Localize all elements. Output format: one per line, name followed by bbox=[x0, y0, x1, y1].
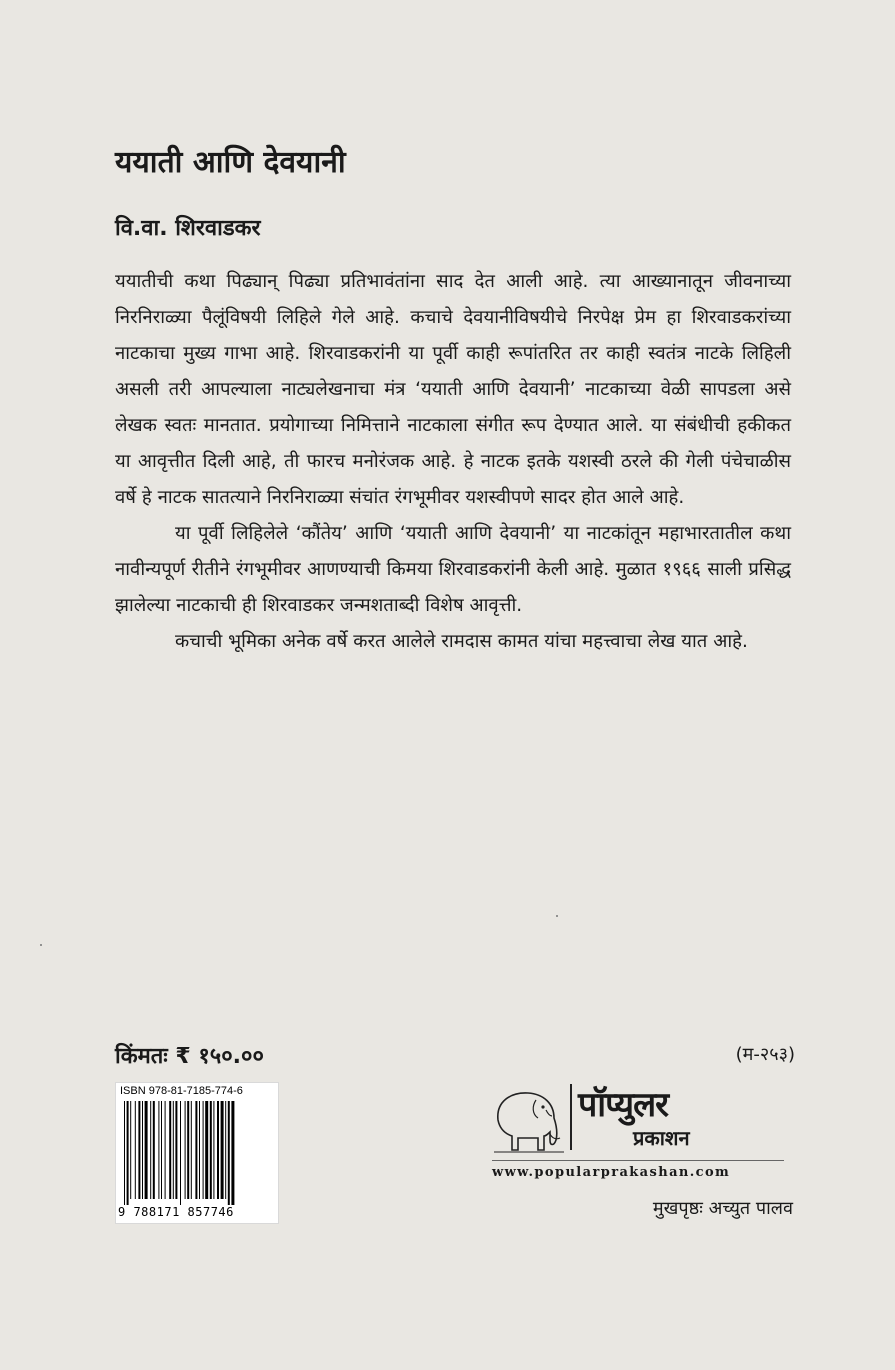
blurb-paragraph: ययातीची कथा पिढ्यान् पिढ्या प्रतिभावंतांना साद देत आली आहे. त्या आख्यानातून जीवनाच्या निरनिराळ्या पैलूंविषयी लिहिले गेले आहे. कचाचे देवयानीविषयीचे निरपेक्ष प्रेम हा शिरवाडकरांच्या नाटकाचा मुख्य गाभा आहे. शिरवाडकरांनी या पूर्वी काही रूपांतरित तर काही स्वतंत्र नाटके लिहिली असली तरी आपल्याला नाट्यलेखनाचा मंत्र ‘ययाती आणि देवयानी’ नाटकाच्या वेळी सापडला असे लेखक स्वतः मानतात. प्रयोगाच्या निमित्ताने नाटकाला संगीत रूप देण्यात आले. या संबंधीची हकीकत या आवृत्तीत दिली आहे, ती फारच मनोरंजक आहे. हे नाटक इतके यशस्वी ठरले की गेली पंचेचाळीस वर्षे हे नाटक सातत्याने निरनिराळ्या संचांत रंगभूमीवर यशस्वीपणे सादर होत आले आहे. bbox=[115, 271, 791, 508]
barcode-bar bbox=[138, 1101, 140, 1199]
book-title: ययाती आणि देवयानी bbox=[115, 145, 346, 180]
url-rule bbox=[492, 1160, 784, 1161]
blurb-paragraph: या पूर्वी लिहिलेले ‘कौंतेय’ आणि ‘ययाती आणि देवयानी’ या नाटकांतून महाभारतातील कथा नावीन्यपूर्ण रीतीने रंगभूमीवर आणण्याची किमया शिरवाडकरांनी केली आहे. मुळात १९६६ साली प्रसिद्ध झालेल्या नाटकाची ही शिरवाडकर जन्मशताब्दी विशेष आवृत्ती. bbox=[115, 523, 791, 616]
publisher-name: पॉप्युलर bbox=[578, 1085, 669, 1125]
price: किंमतः ₹ १५०.०० bbox=[115, 1044, 264, 1069]
barcode-bar bbox=[203, 1101, 204, 1199]
barcode-bar bbox=[158, 1101, 159, 1199]
barcode-bar bbox=[150, 1101, 151, 1199]
isbn-barcode bbox=[115, 1082, 279, 1224]
barcode-bars bbox=[120, 1101, 274, 1205]
barcode-bar bbox=[124, 1101, 125, 1205]
book-author: वि.वा. शिरवाडकर bbox=[115, 216, 261, 241]
publisher-sub: प्रकाशन bbox=[633, 1126, 690, 1150]
barcode-bar bbox=[187, 1101, 189, 1199]
elephant-icon bbox=[488, 1080, 568, 1158]
barcode-bar bbox=[217, 1101, 219, 1199]
barcode-bar bbox=[225, 1101, 226, 1199]
barcode-bar bbox=[145, 1101, 148, 1199]
publisher-logo bbox=[488, 1078, 788, 1158]
isbn-label: ISBN 978-81-7185-774-6 bbox=[120, 1085, 243, 1097]
series-code: (म-२५३) bbox=[735, 1044, 795, 1065]
barcode-bar bbox=[135, 1101, 136, 1199]
barcode-bar bbox=[127, 1101, 129, 1205]
barcode-bar bbox=[173, 1101, 174, 1199]
barcode-bar bbox=[180, 1101, 181, 1205]
barcode-bar bbox=[153, 1101, 155, 1199]
logo-divider bbox=[570, 1084, 572, 1150]
isbn-digits: 9 788171 857746 bbox=[118, 1205, 234, 1219]
barcode-bar bbox=[228, 1101, 230, 1205]
barcode-bar bbox=[199, 1101, 200, 1199]
paper-speck bbox=[556, 915, 558, 917]
barcode-bar bbox=[161, 1101, 162, 1199]
cover-credit: मुखपृष्ठः अच्युत पालव bbox=[652, 1198, 793, 1219]
blurb-paragraph: कचाची भूमिका अनेक वर्षे करत आलेले रामदास कामत यांचा महत्त्वाचा लेख यात आहे. bbox=[175, 631, 748, 652]
barcode-bar bbox=[231, 1101, 234, 1205]
barcode-bar bbox=[165, 1101, 166, 1199]
barcode-bar bbox=[191, 1101, 192, 1199]
barcode-bar bbox=[185, 1101, 186, 1199]
barcode-bar bbox=[142, 1101, 143, 1199]
barcode-bar bbox=[169, 1101, 171, 1199]
barcode-bar bbox=[130, 1101, 131, 1199]
barcode-bar bbox=[205, 1101, 208, 1199]
paper-speck bbox=[40, 944, 42, 946]
barcode-bar bbox=[213, 1101, 214, 1199]
barcode-bar bbox=[221, 1101, 224, 1199]
blurb bbox=[115, 264, 791, 660]
barcode-bar bbox=[195, 1101, 197, 1199]
barcode-bar bbox=[175, 1101, 177, 1199]
publisher-website: www.popularprakashan.com bbox=[492, 1165, 731, 1180]
barcode-bar bbox=[210, 1101, 212, 1199]
